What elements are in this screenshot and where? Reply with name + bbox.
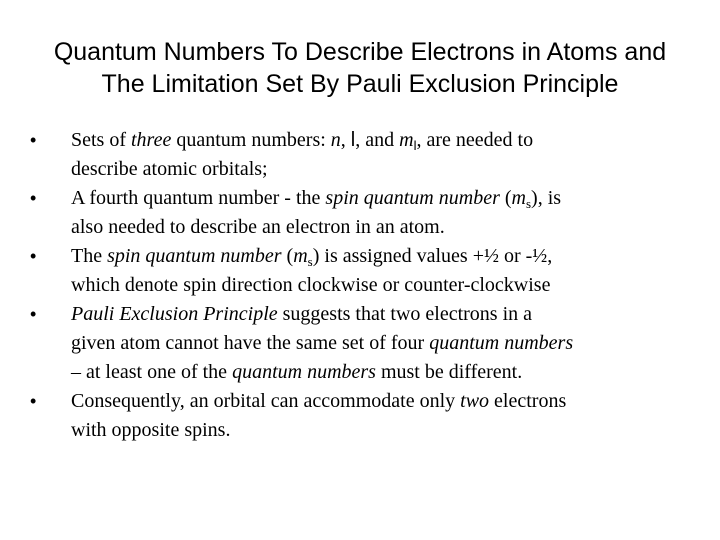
bullet-line: with opposite spins. [71, 419, 231, 441]
bullet-icon: • [30, 188, 37, 208]
bullet-item-spin-values [30, 242, 685, 300]
subscript-l: l [413, 138, 417, 153]
bullet-list [30, 126, 685, 445]
emphasis-text: spin quantum number [325, 187, 500, 209]
bullet-line: describe atomic orbitals; [71, 158, 268, 180]
symbol-m: m [293, 245, 308, 267]
text-run: Consequently, an orbital can accommodate only [71, 390, 461, 412]
symbol-m: m [399, 129, 414, 151]
bullet-icon: • [30, 246, 37, 266]
text-run: must be different. [375, 361, 523, 383]
text-run: – at least one of the [71, 361, 233, 383]
emphasis-text: quantum numbers [429, 332, 574, 354]
subscript-s: s [525, 196, 532, 211]
text-run: given atom cannot have the same set of four [71, 332, 430, 354]
text-run: , and [355, 129, 400, 151]
emphasis-text: quantum numbers [232, 361, 376, 383]
text-run: ), is [531, 187, 562, 209]
bullet-item-orbital-capacity [30, 387, 685, 445]
subscript-s: s [307, 254, 313, 269]
bullet-item-spin-quantum-number [30, 184, 685, 242]
emphasis-text: two [460, 390, 490, 412]
bullet-line [71, 358, 685, 387]
symbol-n: n [330, 129, 341, 151]
bullet-line [71, 242, 685, 271]
text-run: suggests that two electrons in a [277, 303, 533, 325]
bullet-icon: • [30, 304, 37, 324]
text-run: A fourth quantum number - the [71, 187, 326, 209]
text-run: Sets of [71, 129, 131, 151]
text-run: , are needed to [416, 129, 534, 151]
emphasis-text: spin quantum number [107, 245, 282, 267]
bullet-item-quantum-number-sets [30, 126, 685, 184]
bullet-line [71, 184, 685, 213]
symbol-m: m [511, 187, 526, 209]
bullet-line [71, 300, 685, 329]
text-run: , [340, 129, 351, 151]
emphasis-text: Pauli Exclusion Principle [71, 303, 278, 325]
bullet-icon: • [30, 391, 37, 411]
text-run: ) is assigned values +½ or -½, [312, 245, 553, 267]
bullet-line [71, 387, 685, 416]
bullet-line: also needed to describe an electron in an atom. [71, 216, 445, 238]
bullet-line [71, 329, 685, 358]
emphasis-text: three [131, 129, 172, 151]
text-run: The [71, 245, 108, 267]
title-line-1: Quantum Numbers To Describe Electrons in Atoms and [53, 38, 667, 66]
slide-title [20, 36, 700, 100]
symbol-l: l [350, 129, 356, 151]
text-run: ( [499, 187, 512, 209]
text-run: quantum numbers: [171, 129, 331, 151]
bullet-line [71, 126, 685, 155]
bullet-item-pauli-exclusion [30, 300, 685, 387]
title-line-2: The Limitation Set By Pauli Exclusion Principle [101, 70, 619, 98]
bullet-icon: • [30, 130, 37, 150]
text-run: ( [281, 245, 294, 267]
text-run: electrons [489, 390, 567, 412]
bullet-line: which denote spin direction clockwise or counter-clockwise [71, 274, 551, 296]
